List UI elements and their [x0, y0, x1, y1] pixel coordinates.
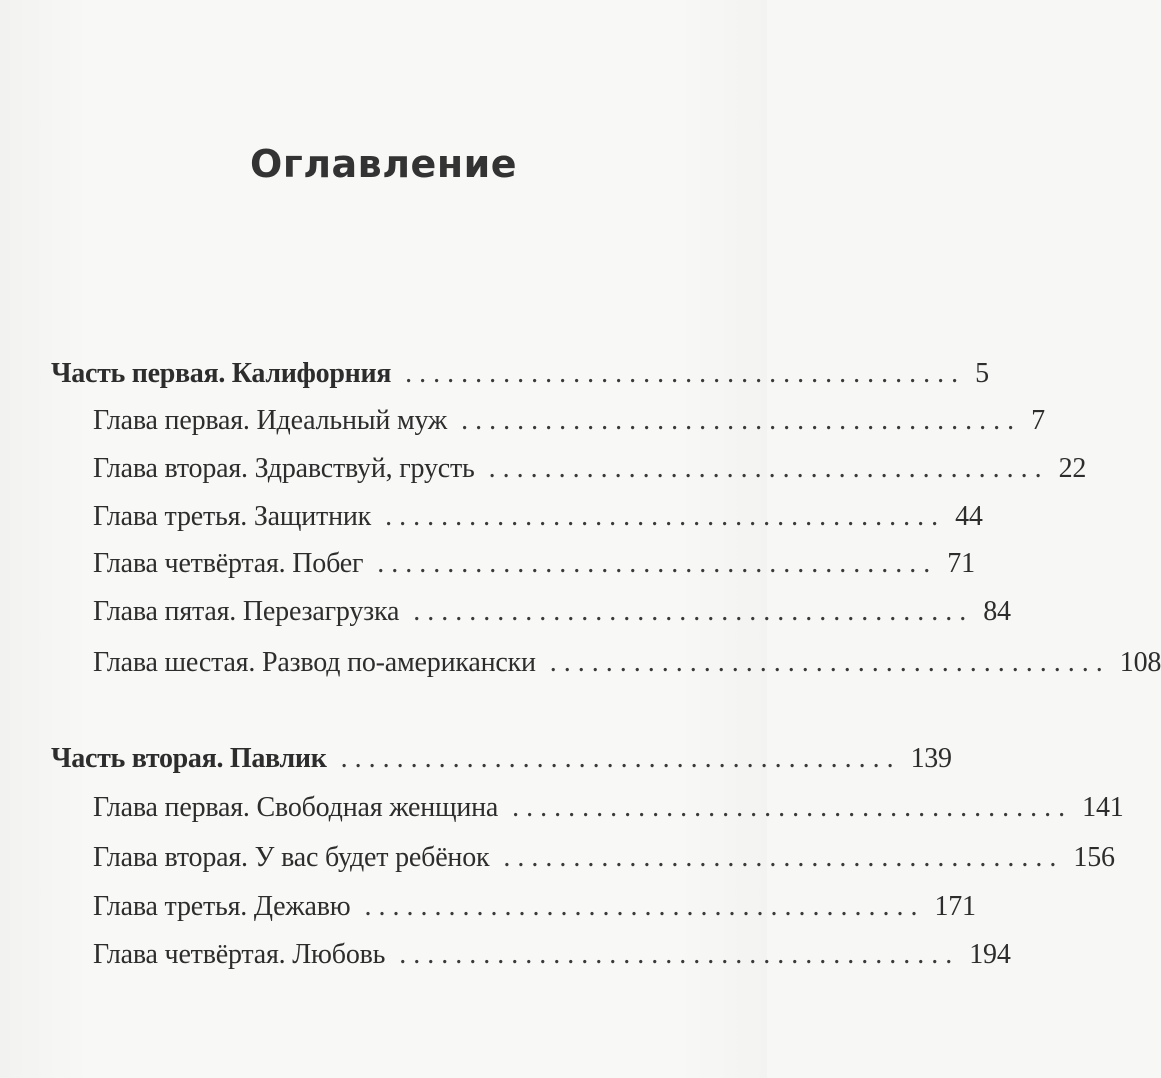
toc-page-number: 7: [1031, 405, 1045, 436]
toc-chapter-label: Глава четвёртая. Побег: [93, 548, 364, 579]
toc-page-number: 194: [969, 939, 1011, 970]
toc-chapter: [93, 840, 1115, 876]
toc-page-number: 44: [955, 501, 983, 532]
toc-chapter-label: Глава первая. Идеальный муж: [93, 405, 448, 436]
toc-chapter-label: Глава первая. Свободная женщина: [93, 792, 499, 823]
toc-page-number: 141: [1082, 792, 1124, 823]
toc-page-number: 71: [947, 548, 975, 579]
toc-chapter-label: Глава четвёртая. Любовь: [93, 939, 386, 970]
toc-part-label: Часть первая. Калифорния: [51, 358, 392, 389]
toc-chapter-label: Глава шестая. Развод по-американски: [93, 647, 536, 678]
toc-page-number: 5: [975, 358, 989, 389]
toc-chapter: [93, 499, 983, 535]
toc-chapter: [93, 889, 976, 925]
toc-page-number: 22: [1058, 453, 1087, 484]
toc-chapter-label: Глава вторая. У вас будет ребёнок: [93, 842, 490, 873]
dot-leader: ........................................: [377, 548, 938, 579]
toc-chapter-label: Глава пятая. Перезагрузка: [93, 596, 400, 627]
toc-page-number: 84: [983, 596, 1011, 627]
toc-page-number: 108: [1119, 647, 1161, 678]
toc-part-label: Часть вторая. Павлик: [51, 743, 327, 774]
dot-leader: ........................................: [385, 501, 946, 532]
toc-chapter-label: Глава третья. Защитник: [93, 501, 372, 532]
toc-chapter: [93, 645, 1161, 681]
toc-chapter-label: Глава третья. Дежавю: [93, 891, 351, 922]
dot-leader: ........................................: [503, 842, 1064, 873]
toc-chapter: [93, 790, 1124, 826]
dot-leader: ........................................: [549, 647, 1110, 678]
toc-page-number: 139: [910, 743, 952, 774]
toc-page-number: 171: [934, 891, 976, 922]
dot-leader: ........................................: [399, 939, 960, 970]
toc-chapter: [93, 594, 1011, 630]
dot-leader: ........................................: [364, 891, 925, 922]
dot-leader: ........................................: [512, 792, 1073, 823]
toc-chapter: [93, 451, 1087, 487]
dot-leader: ........................................: [405, 358, 966, 389]
toc-chapter: [93, 937, 1011, 973]
dot-leader: ........................................: [488, 453, 1049, 484]
toc-chapter: [93, 546, 975, 582]
toc-chapter-label: Глава вторая. Здравствуй, грусть: [93, 453, 475, 484]
toc-page-number: 156: [1073, 842, 1115, 873]
page-title: Оглавление: [250, 142, 517, 186]
toc-part-2: [51, 741, 952, 777]
dot-leader: ........................................: [413, 596, 974, 627]
dot-leader: ........................................: [340, 743, 901, 774]
dot-leader: ........................................: [461, 405, 1022, 436]
toc-chapter: [93, 403, 1045, 439]
toc-part-1: [51, 356, 989, 392]
